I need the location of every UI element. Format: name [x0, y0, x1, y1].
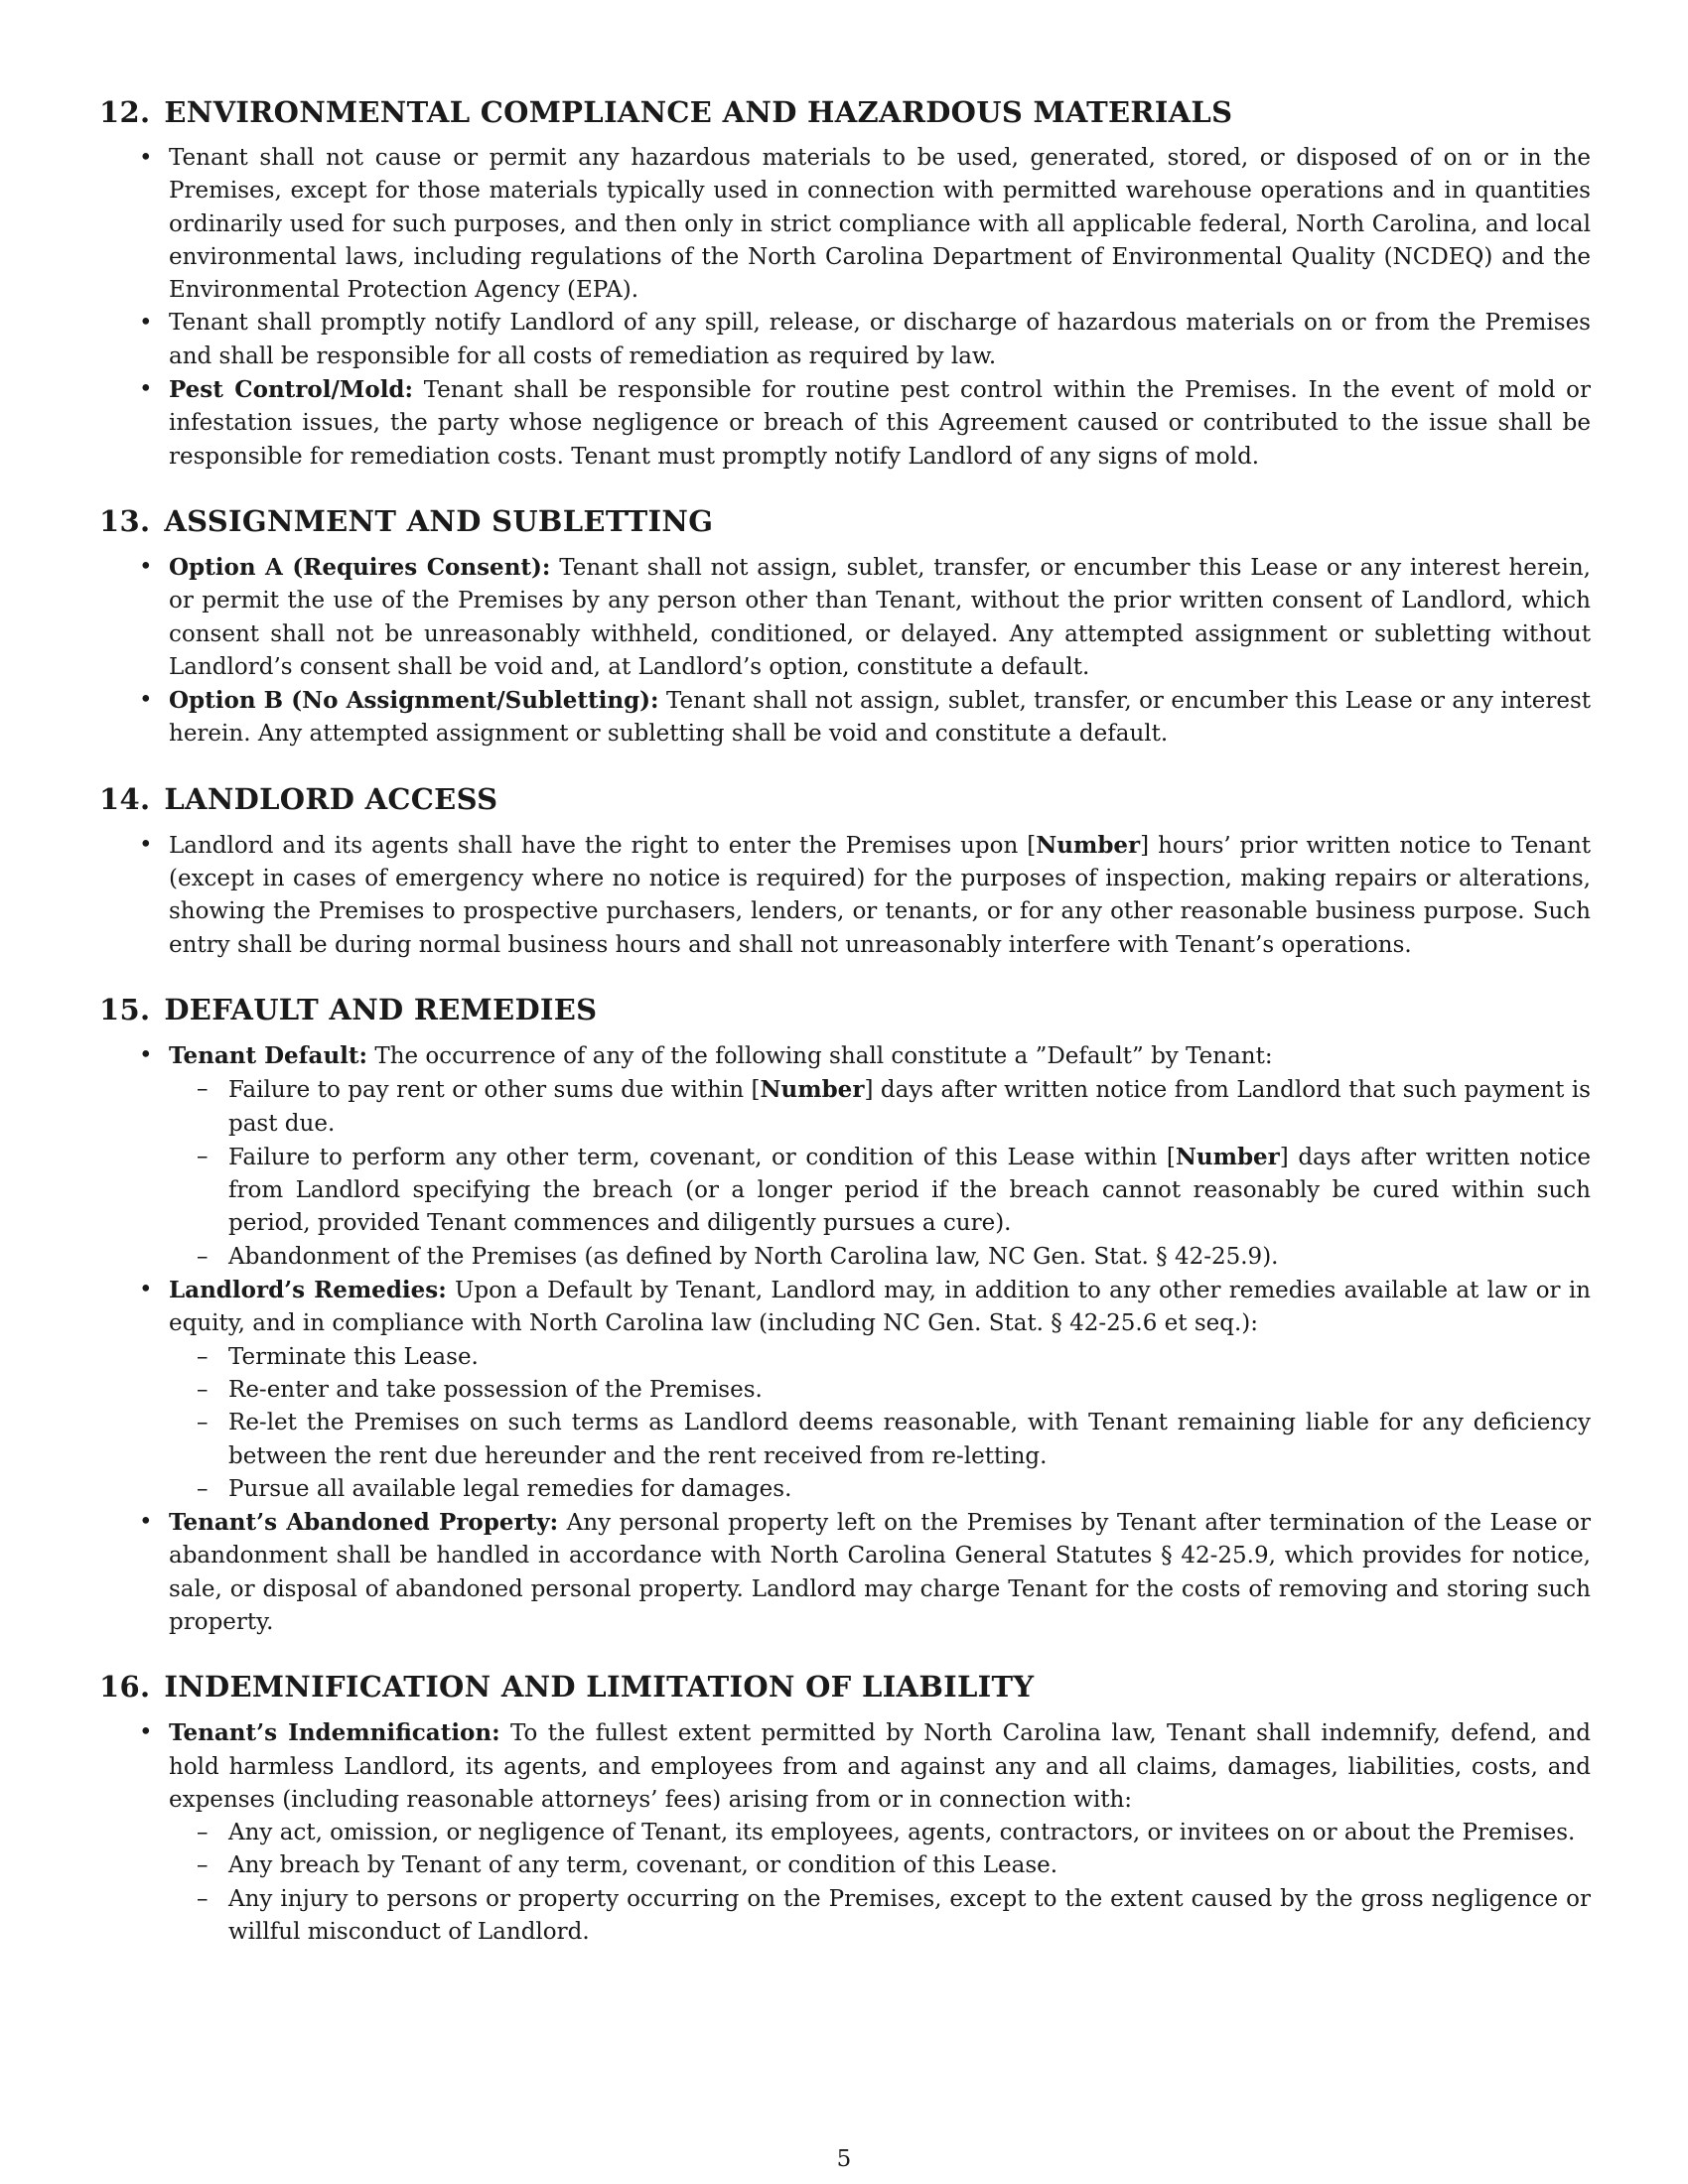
bullet-icon: •: [139, 687, 153, 714]
section-heading: 16. INDEMNIFICATION AND LIMITATION OF LIABILITY: [99, 1670, 1035, 1705]
section-heading: 14. LANDLORD ACCESS: [99, 781, 498, 816]
list-item: • Tenant’s Abandoned Property: Any personal property left on the Premises by Tenant after termination of the Lease or abandonment shall be handled in accordance with North Carolina General Statutes § 42-25.9, which provides for notice, sale, or disposal of abandoned personal property. Landlord may charge Tenant for the costs of removing and storing such property.: [99, 1506, 1591, 1639]
sub-list-item: – Any act, omission, or negligence of Tenant, its employees, agents, contractors, or invitees on or about the Premises.: [169, 1817, 1591, 1849]
bullet-icon: •: [139, 376, 153, 403]
sub-list-item: – Re-let the Premises on such terms as Landlord deems reasonable, with Tenant remaining liable for any deficiency between the rent due hereunder and the rent received from re-letting.: [169, 1407, 1591, 1473]
item-label: Tenant’s Abandoned Property:: [169, 1509, 559, 1537]
list-item: • Landlord’s Remedies: Upon a Default by Tenant, Landlord may, in addition to any other remedies available at law or in equity, and in compliance with North Carolina law (including NC Gen. Stat. § 42-25.6 et seq.): – Terminate this Lease. – Re-enter and take possession of the Premises. – Re-let the Premises on such terms as Landlord deems reasonable, with Tenant remaining liable for any deficiency between the rent due hereunder and the rent received from re-letting. – Pursue all available legal remedies for damages.: [99, 1274, 1591, 1506]
section-16: [99, 1667, 1591, 1949]
sub-list: [169, 1341, 1591, 1506]
list-item: • Option A (Requires Consent): Tenant shall not assign, sublet, transfer, or encumber this Lease or any interest herein, or permit the use of the Premises by any person other than Tenant, without the prior written consent of Landlord, which consent shall not be unreasonably withheld, conditioned, or delayed. Any attempted assignment or subletting without Landlord’s consent shall be void and, at Landlord’s option, constitute a default.: [99, 551, 1591, 684]
sub-list-item: – Any breach by Tenant of any term, covenant, or condition of this Lease.: [169, 1849, 1591, 1882]
list-item: • Option B (No Assignment/Subletting): Tenant shall not assign, sublet, transfer, or encumber this Lease or any interest herein. Any attempted assignment or subletting shall be void and constitute a default.: [99, 684, 1591, 751]
sub-list-item: – Failure to pay rent or other sums due within [Number] days after written notice from Landlord that such payment is past due.: [169, 1073, 1591, 1141]
bullet-icon: •: [139, 145, 153, 171]
sub-list: [169, 1073, 1591, 1274]
dash-icon: –: [197, 1820, 209, 1846]
bullet-list: [99, 829, 1591, 962]
placeholder-field: Number: [1175, 1143, 1280, 1170]
bullet-icon: •: [139, 1041, 153, 1068]
bullet-list: [99, 1716, 1591, 1949]
dash-icon: –: [197, 1243, 209, 1270]
bullet-icon: •: [139, 1719, 153, 1746]
bullet-icon: •: [139, 831, 153, 858]
section-heading: 13. ASSIGNMENT AND SUBLETTING: [99, 503, 714, 538]
dash-icon: –: [197, 1885, 209, 1912]
sub-list-item: – Abandonment of the Premises (as defined by North Carolina law, NC Gen. Stat. § 42-25.9).: [169, 1241, 1591, 1274]
item-label: Option B (No Assignment/Subletting):: [169, 687, 659, 715]
item-label: Pest Control/Mold:: [169, 376, 414, 404]
bullet-list: [99, 1039, 1591, 1639]
item-label: Option A (Requires Consent):: [169, 553, 551, 581]
dash-icon: –: [197, 1410, 209, 1436]
section-heading: 12. ENVIRONMENTAL COMPLIANCE AND HAZARDOUS MATERIALS: [99, 95, 1233, 129]
section-15: [99, 990, 1591, 1639]
dash-icon: –: [197, 1143, 209, 1169]
dash-icon: –: [197, 1076, 209, 1103]
section-14: [99, 779, 1591, 962]
sub-list: [169, 1817, 1591, 1949]
bullet-list: [99, 551, 1591, 751]
sub-list-item: – Failure to perform any other term, covenant, or condition of this Lease within [Number] days after written notice from Landlord specifying the breach (or a longer period if the breach cannot reasonably be cured within such period, provided Tenant commences and diligently pursues a cure).: [169, 1141, 1591, 1241]
placeholder-field: Number: [760, 1076, 865, 1104]
item-label: Tenant Default:: [169, 1041, 368, 1069]
document-body: [99, 92, 1591, 1977]
dash-icon: –: [197, 1376, 209, 1403]
list-item: • Landlord and its agents shall have the right to enter the Premises upon [Number] hours’ prior written notice to Tenant (except in cases of emergency where no notice is required) for the purposes of inspection, making repairs or alterations, showing the Premises to prospective purchasers, lenders, or tenants, or for any other reasonable business purpose. Such entry shall be during normal business hours and shall not unreasonably interfere with Tenant’s operations.: [99, 829, 1591, 962]
list-item: • Tenant’s Indemnification: To the fullest extent permitted by North Carolina law, Tenant shall indemnify, defend, and hold harmless Landlord, its agents, and employees from and against any and all claims, damages, liabilities, costs, and expenses (including reasonable attorneys’ fees) arising from or in connection with: – Any act, omission, or negligence of Tenant, its employees, agents, contractors, or invitees on or about the Premises. – Any breach by Tenant of any term, covenant, or condition of this Lease. – Any injury to persons or property occurring on the Premises, except to the extent caused by the gross negligence or willful misconduct of Landlord.: [99, 1716, 1591, 1949]
bullet-list: [99, 142, 1591, 474]
dash-icon: –: [197, 1343, 209, 1370]
item-label: Landlord’s Remedies:: [169, 1277, 447, 1304]
bullet-icon: •: [139, 310, 153, 337]
sub-list-item: – Pursue all available legal remedies for damages.: [169, 1473, 1591, 1506]
sub-list-item: – Any injury to persons or property occurring on the Premises, except to the extent caused by the gross negligence or willful misconduct of Landlord.: [169, 1883, 1591, 1950]
page-number: 5: [836, 2146, 852, 2172]
bullet-icon: •: [139, 1509, 153, 1536]
bullet-icon: •: [139, 1277, 153, 1303]
list-item: • Tenant shall promptly notify Landlord of any spill, release, or discharge of hazardous materials on or from the Premises and shall be responsible for all costs of remediation as required by law.: [99, 307, 1591, 373]
dash-icon: –: [197, 1852, 209, 1879]
bullet-icon: •: [139, 553, 153, 580]
placeholder-field: Number: [1036, 831, 1141, 859]
sub-list-item: – Terminate this Lease.: [169, 1341, 1591, 1374]
item-label: Tenant’s Indemnification:: [169, 1719, 500, 1747]
list-item: • Tenant shall not cause or permit any hazardous materials to be used, generated, stored, or disposed of on or in the Premises, except for those materials typically used in connection with permitted warehouse operations and in quantities ordinarily used for such purposes, and then only in strict compliance with all applicable federal, North Carolina, and local environmental laws, including regulations of the North Carolina Department of Environmental Quality (NCDEQ) and the Environmental Protection Agency (EPA).: [99, 142, 1591, 307]
dash-icon: –: [197, 1475, 209, 1502]
section-12: [99, 92, 1591, 474]
list-item: • Pest Control/Mold: Tenant shall be responsible for routine pest control within the Premises. In the event of mold or infestation issues, the party whose negligence or breach of this Agreement caused or contributed to the issue shall be responsible for remediation costs. Tenant must promptly notify Landlord of any signs of mold.: [99, 373, 1591, 474]
list-item: • Tenant Default: The occurrence of any of the following shall constitute a ”Default” by Tenant: – Failure to pay rent or other sums due within [Number] days after written notice from Landlord that such payment is past due. – Failure to perform any other term, covenant, or condition of this Lease within [Number] days after written notice from Landlord specifying the breach (or a longer period if the breach cannot reasonably be cured within such period, provided Tenant commences and diligently pursues a cure). – Abandonment of the Premises (as defined by North Carolina law, NC Gen. Stat. § 42-25.9).: [99, 1039, 1591, 1274]
section-13: [99, 501, 1591, 751]
sub-list-item: – Re-enter and take possession of the Premises.: [169, 1374, 1591, 1407]
section-heading: 15. DEFAULT AND REMEDIES: [99, 992, 598, 1026]
